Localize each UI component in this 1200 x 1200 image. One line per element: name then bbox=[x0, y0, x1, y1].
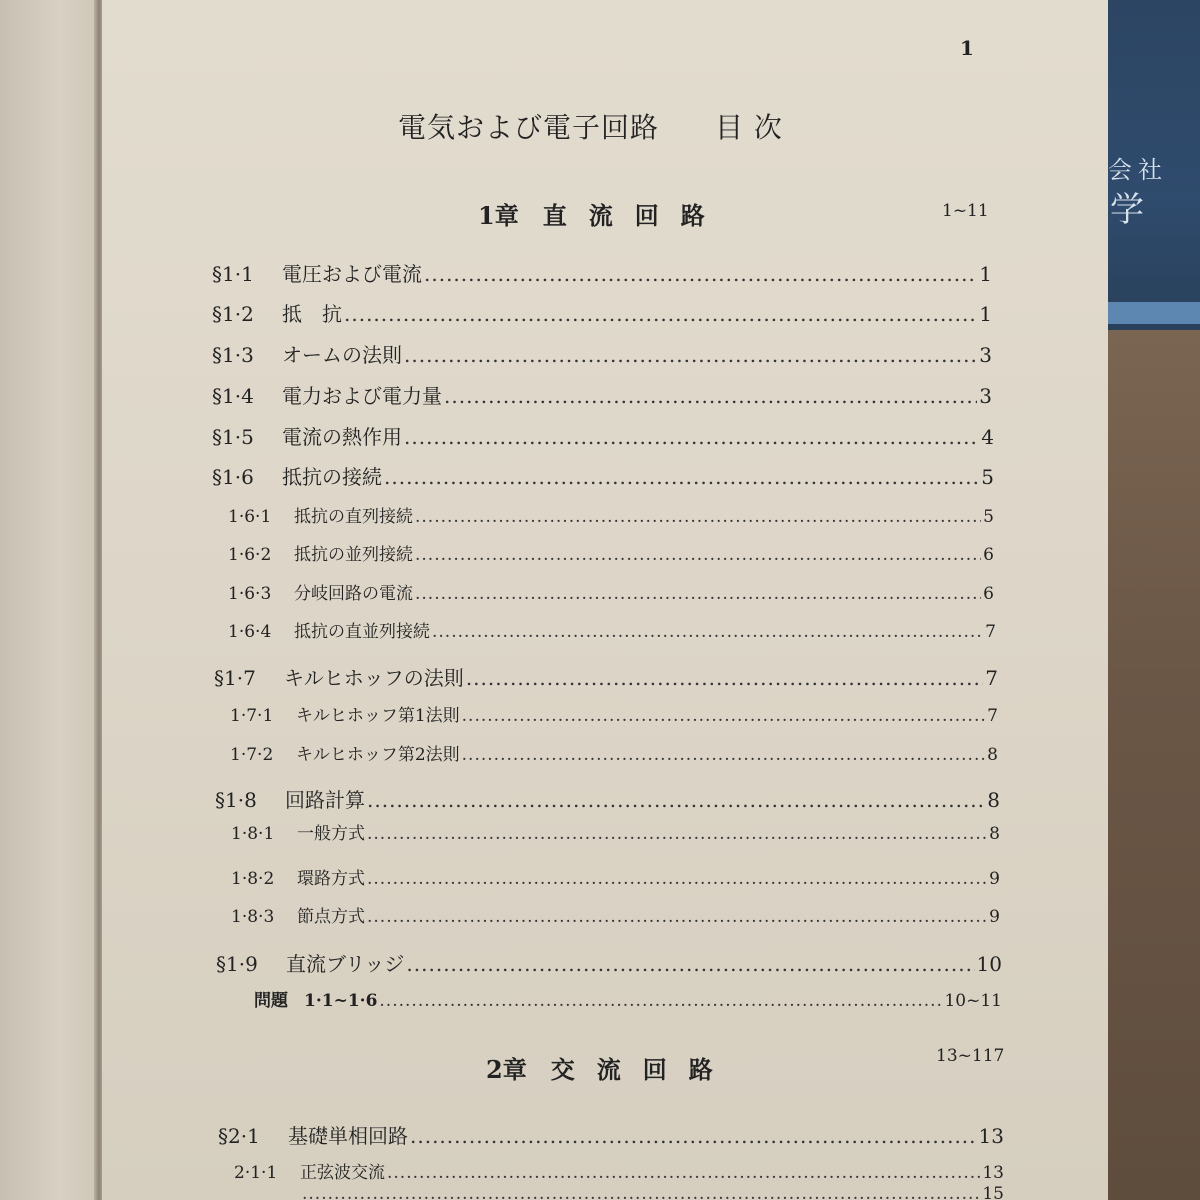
dot-leader bbox=[384, 465, 979, 489]
subsection-number: 1·6·1 bbox=[228, 507, 272, 527]
subsection-page: 5 bbox=[983, 507, 994, 527]
section-number: §1·6 bbox=[212, 465, 254, 489]
chapter-page-range: 1~11 bbox=[942, 201, 989, 221]
dot-leader bbox=[367, 788, 985, 812]
section-number: §1·4 bbox=[212, 384, 254, 408]
toc-section[interactable] bbox=[212, 298, 992, 327]
dot-leader bbox=[466, 666, 983, 690]
section-title: 電圧および電流 bbox=[282, 262, 422, 286]
section-page: 4 bbox=[981, 425, 994, 449]
toc-section[interactable] bbox=[212, 461, 994, 490]
chapter-name: 直流回路 bbox=[542, 201, 727, 230]
section-page: 1 bbox=[979, 302, 992, 326]
dot-leader bbox=[387, 1163, 980, 1183]
section-page: 7 bbox=[985, 666, 998, 690]
section-page: 3 bbox=[979, 384, 992, 408]
toc-section[interactable] bbox=[214, 662, 998, 691]
left-page-edge bbox=[0, 0, 98, 1200]
section-page: 1 bbox=[979, 262, 992, 286]
toc-page bbox=[102, 0, 1108, 1200]
section-title: 基礎単相回路 bbox=[288, 1124, 408, 1148]
dot-leader bbox=[406, 952, 974, 976]
background-blue-book bbox=[1100, 0, 1200, 330]
subsection-page: 6 bbox=[983, 545, 994, 565]
toc-subsection[interactable] bbox=[234, 1184, 1004, 1200]
toc-subsection[interactable] bbox=[231, 819, 1000, 844]
dot-leader bbox=[367, 824, 987, 844]
chapter-number: 1章 bbox=[478, 201, 519, 230]
toc-section[interactable] bbox=[216, 948, 1002, 977]
dot-leader bbox=[432, 622, 983, 642]
dot-leader bbox=[367, 907, 987, 927]
toc-subsection[interactable] bbox=[228, 502, 994, 527]
section-number: §1·8 bbox=[215, 788, 257, 812]
subsection-page: 15 bbox=[982, 1184, 1004, 1200]
toc-subsection[interactable] bbox=[231, 864, 1000, 889]
dot-leader bbox=[462, 745, 986, 765]
toc-subsection[interactable] bbox=[228, 617, 996, 642]
dot-leader bbox=[424, 262, 977, 286]
subsection-page: 13 bbox=[982, 1163, 1004, 1183]
page-number: 1 bbox=[960, 36, 974, 60]
dot-leader bbox=[444, 384, 977, 408]
subsection-number: 1·6·2 bbox=[228, 545, 272, 565]
wooden-surface bbox=[1100, 330, 1200, 1200]
problems-page: 10~11 bbox=[944, 991, 1002, 1011]
section-title: オームの法則 bbox=[282, 343, 402, 367]
subsection-page: 7 bbox=[987, 706, 998, 726]
subsection-title: 正弦波交流 bbox=[300, 1163, 385, 1183]
dot-leader bbox=[415, 507, 981, 527]
section-title: 電流の熱作用 bbox=[282, 425, 402, 449]
section-page: 10 bbox=[976, 952, 1002, 976]
subsection-page: 9 bbox=[989, 907, 1000, 927]
toc-section[interactable] bbox=[212, 339, 992, 368]
subsection-title: 抵抗の並列接続 bbox=[294, 545, 413, 565]
section-page: 5 bbox=[981, 465, 994, 489]
subsection-page: 9 bbox=[989, 869, 1000, 889]
book-cover-text-top: 会社 bbox=[1108, 156, 1168, 184]
subsection-page: 8 bbox=[989, 824, 1000, 844]
section-number: §1·2 bbox=[212, 302, 254, 326]
section-page: 3 bbox=[979, 343, 992, 367]
section-title: キルヒホッフの法則 bbox=[284, 666, 464, 690]
section-number: §1·3 bbox=[212, 343, 254, 367]
section-number: §1·7 bbox=[214, 666, 256, 690]
chapter-page-range: 13~117 bbox=[936, 1046, 1005, 1066]
subsection-title: 節点方式 bbox=[297, 907, 365, 927]
dot-leader bbox=[344, 302, 977, 326]
toc-section[interactable] bbox=[212, 258, 992, 287]
book-cover-text-bottom: 学 bbox=[1110, 190, 1154, 230]
subsection-number: 2·1·1 bbox=[234, 1163, 278, 1183]
subsection-title: 抵抗の直列接続 bbox=[294, 507, 413, 527]
section-title: 回路計算 bbox=[285, 788, 365, 812]
section-page: 13 bbox=[978, 1124, 1004, 1148]
dot-leader bbox=[367, 869, 987, 889]
toc-section[interactable] bbox=[218, 1120, 1004, 1149]
subsection-title: 一般方式 bbox=[297, 824, 365, 844]
section-page: 8 bbox=[987, 788, 1000, 812]
subsection-number: 1·6·3 bbox=[228, 584, 272, 604]
dot-leader bbox=[410, 1124, 977, 1148]
dot-leader bbox=[415, 545, 981, 565]
subsection-title: 抵抗の直並列接続 bbox=[294, 622, 430, 642]
toc-subsection[interactable] bbox=[230, 701, 998, 726]
dot-leader bbox=[462, 706, 986, 726]
subsection-number: 1·7·1 bbox=[230, 706, 274, 726]
book-title: 電気および電子回路 bbox=[398, 111, 660, 144]
book-cover-stripe bbox=[1100, 302, 1200, 324]
chapter-number: 2章 bbox=[486, 1055, 527, 1084]
subsection-page: 8 bbox=[987, 745, 998, 765]
toc-section[interactable] bbox=[212, 421, 994, 450]
dot-leader bbox=[302, 1184, 980, 1200]
subsection-title: キルヒホッフ第2法則 bbox=[296, 745, 460, 765]
subsection-number: 1·8·2 bbox=[231, 869, 275, 889]
subsection-title: 分岐回路の電流 bbox=[294, 584, 413, 604]
subsection-number: 1·8·1 bbox=[231, 824, 275, 844]
toc-subsection[interactable] bbox=[228, 540, 994, 565]
subsection-page: 6 bbox=[983, 584, 994, 604]
section-title: 直流ブリッジ bbox=[286, 952, 405, 976]
chapter-name: 交流回路 bbox=[550, 1055, 735, 1084]
dot-leader bbox=[404, 343, 977, 367]
toc-problems[interactable] bbox=[254, 986, 1002, 1011]
page-title bbox=[398, 106, 783, 146]
section-number: §1·1 bbox=[212, 262, 254, 286]
subsection-title: キルヒホッフ第1法則 bbox=[296, 706, 460, 726]
section-title: 抵抗の接続 bbox=[282, 465, 382, 489]
dot-leader bbox=[404, 425, 979, 449]
problems-label: 問題 bbox=[254, 991, 288, 1011]
problems-range: 1·1~1·6 bbox=[304, 991, 378, 1011]
toc-section[interactable] bbox=[212, 380, 992, 409]
chapter-heading bbox=[486, 1050, 735, 1085]
toc-heading: 目 次 bbox=[715, 111, 783, 144]
subsection-number: 1·8·3 bbox=[231, 907, 275, 927]
subsection-number: 1·7·2 bbox=[230, 745, 274, 765]
dot-leader bbox=[415, 584, 981, 604]
subsection-number: 1·6·4 bbox=[228, 622, 272, 642]
subsection-title: 環路方式 bbox=[297, 869, 365, 889]
toc-subsection[interactable] bbox=[228, 579, 994, 604]
toc-subsection[interactable] bbox=[230, 740, 998, 765]
dot-leader bbox=[379, 991, 942, 1011]
chapter-heading bbox=[478, 196, 727, 231]
section-number: §2·1 bbox=[218, 1124, 260, 1148]
toc-subsection[interactable] bbox=[234, 1158, 1004, 1183]
toc-subsection[interactable] bbox=[231, 902, 1000, 927]
section-title: 抵 抗 bbox=[282, 302, 342, 326]
section-number: §1·9 bbox=[216, 952, 258, 976]
subsection-page: 7 bbox=[985, 622, 996, 642]
section-number: §1·5 bbox=[212, 425, 254, 449]
section-title: 電力および電力量 bbox=[282, 384, 442, 408]
toc-section[interactable] bbox=[215, 784, 1000, 813]
